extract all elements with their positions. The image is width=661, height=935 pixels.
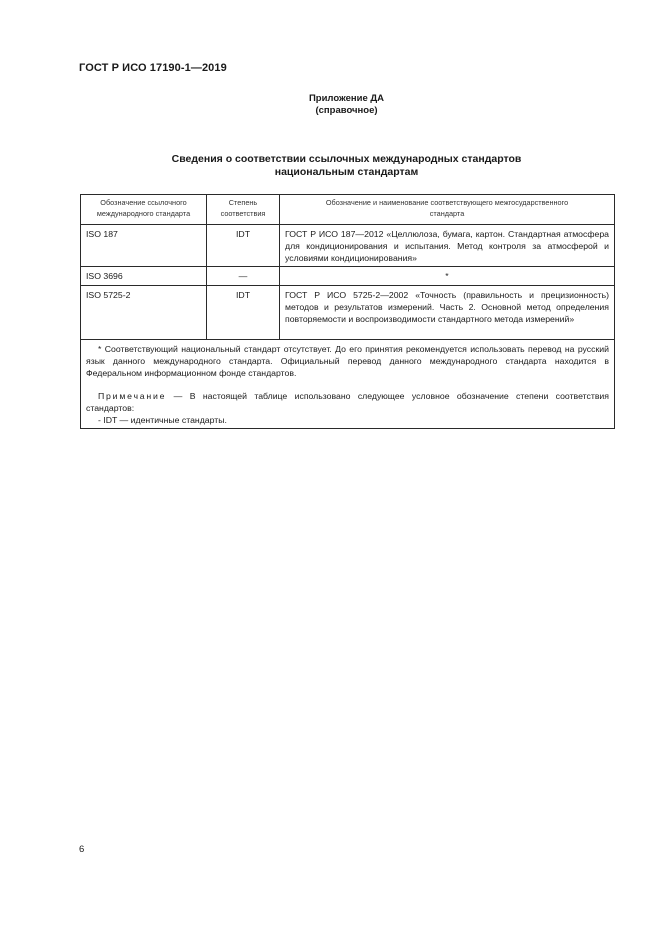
table-footer-row bbox=[81, 340, 615, 429]
cell-degree: — bbox=[207, 267, 280, 286]
note-label: Примечание bbox=[98, 391, 167, 401]
cell-standard: ISO 5725-2 bbox=[81, 286, 207, 340]
cell-national-standard: * bbox=[280, 267, 615, 286]
footnote: * Соответствующий национальный стандарт отсутствует. До его принятия рекомендуется использовать перевод на русский язык данного международного стандарта. Официальный перевод данного международного стандарта находится в Федеральном информационном фонде стандартов. bbox=[86, 344, 609, 378]
header-degree-of-correspondence: Степень соответствия bbox=[207, 195, 280, 225]
note-text: — В настоящей таблице использовано следующее условное обозначение степени соответствия стандартов: bbox=[86, 391, 609, 413]
header-international-standard: Обозначение ссылочного международного стандарта bbox=[81, 195, 207, 225]
standards-table bbox=[80, 194, 615, 429]
page-number: 6 bbox=[79, 844, 85, 855]
cell-degree: IDT bbox=[207, 225, 280, 267]
table-row bbox=[81, 225, 615, 267]
cell-standard: ISO 187 bbox=[81, 225, 207, 267]
cell-national-standard: ГОСТ Р ИСО 187—2012 «Целлюлоза, бумага, картон. Стандартная атмосфера для кондиционирования и испытания. Метод контроля за атмосферой и условиями кондиционирования» bbox=[280, 225, 615, 267]
table-row bbox=[81, 267, 615, 286]
note-list-item: - IDT — идентичные стандарты. bbox=[98, 415, 227, 425]
table-footnotes bbox=[81, 340, 615, 429]
table-title-line1: Сведения о соответствии ссылочных международных стандартов bbox=[171, 153, 522, 165]
table-title-line2: национальным стандартам bbox=[274, 166, 419, 178]
document-code: ГОСТ Р ИСО 17190-1—2019 bbox=[79, 62, 227, 74]
header-national-standard: Обозначение и наименование соответствующего межгосударственного стандарта bbox=[280, 195, 615, 225]
appendix-title: Приложение ДА bbox=[308, 93, 385, 104]
cell-national-standard: ГОСТ Р ИСО 5725-2—2002 «Точность (правильность и прецизионность) методов и результатов измерений. Часть 2. Основной метод определения повторяемости и воспроизводимости стандартного метода измерений» bbox=[280, 286, 615, 340]
cell-standard: ISO 3696 bbox=[81, 267, 207, 286]
cell-degree: IDT bbox=[207, 286, 280, 340]
table-header-row bbox=[81, 195, 615, 225]
note bbox=[86, 390, 609, 414]
appendix-type: (справочное) bbox=[315, 105, 378, 116]
table-row bbox=[81, 286, 615, 340]
table-title bbox=[80, 153, 613, 179]
